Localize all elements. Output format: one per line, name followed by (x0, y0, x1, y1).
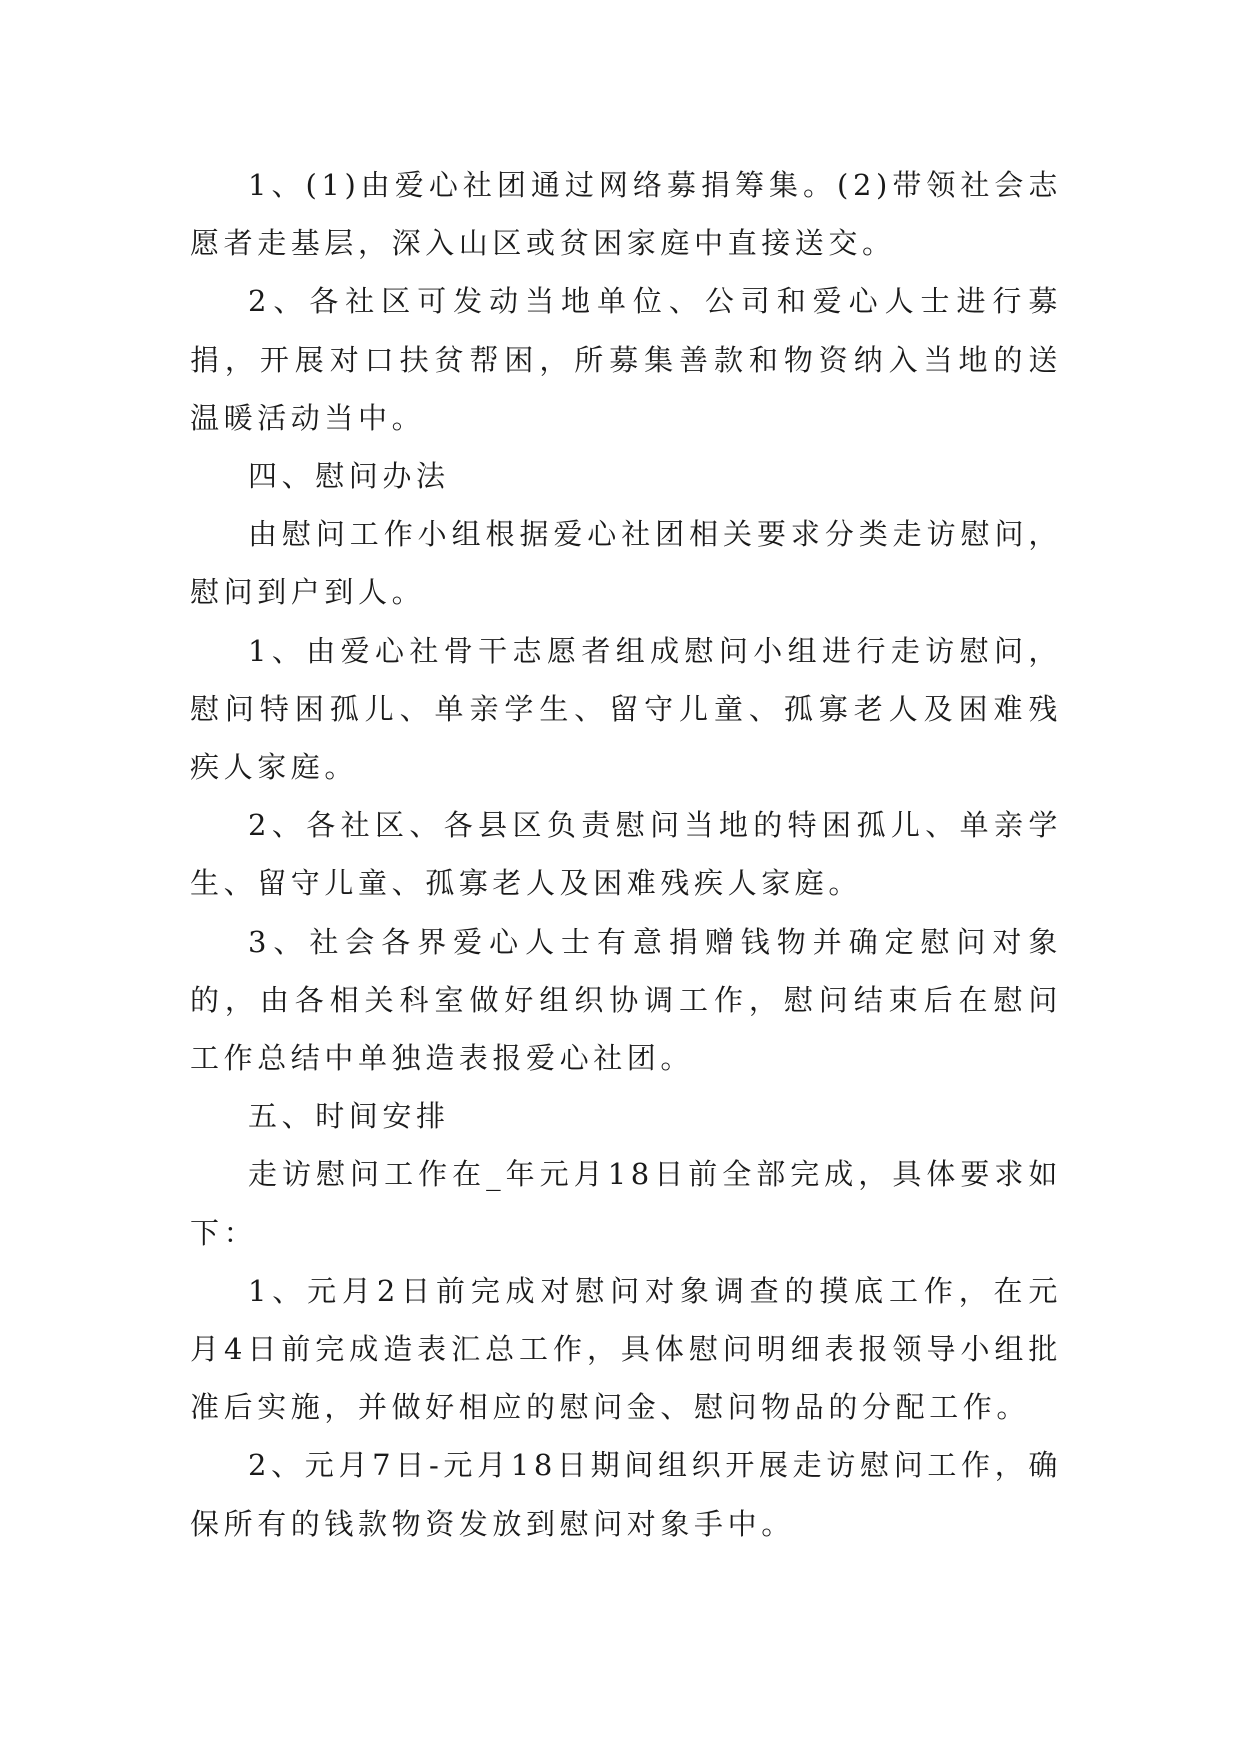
paragraph-condolence-intro: 由慰问工作小组根据爱心社团相关要求分类走访慰问，慰问到户到人。 (190, 517, 1062, 610)
paragraph-condolence-2: 2、各社区、各县区负责慰问当地的特困孤儿、单亲学生、留守儿童、孤寡老人及困难残疾人家庭。 (190, 808, 1062, 901)
document-body (190, 156, 1062, 1553)
paragraph-funding-method-2: 2、各社区可发动当地单位、公司和爱心人士进行募捐，开展对口扶贫帮困，所募集善款和物资纳入当地的送温暖活动当中。 (190, 284, 1062, 435)
paragraph-schedule-1: 1、元月2日前完成对慰问对象调查的摸底工作，在元月4日前完成造表汇总工作，具体慰问明细表报领导小组批准后实施，并做好相应的慰问金、慰问物品的分配工作。 (190, 1273, 1062, 1425)
paragraph-condolence-1: 1、由爱心社骨干志愿者组成慰问小组进行走访慰问，慰问特困孤儿、单亲学生、留守儿童、孤寡老人及困难残疾人家庭。 (190, 633, 1062, 785)
paragraph-schedule-intro: 走访慰问工作在_年元月18日前全部完成，具体要求如下： (190, 1157, 1062, 1250)
paragraph-funding-method-1: 1、(1)由爱心社团通过网络募捐筹集。(2)带领社会志愿者走基层，深入山区或贫困家庭中直接送交。 (190, 168, 1062, 261)
section-heading-condolence-method: 四、慰问办法 (248, 459, 450, 494)
paragraph-condolence-3: 3、社会各界爱心人士有意捐赠钱物并确定慰问对象的，由各相关科室做好组织协调工作，慰问结束后在慰问工作总结中单独造表报爱心社团。 (190, 924, 1062, 1076)
section-heading-schedule: 五、时间安排 (248, 1099, 450, 1134)
paragraph-schedule-2: 2、元月7日-元月18日期间组织开展走访慰问工作，确保所有的钱款物资发放到慰问对象手中。 (190, 1448, 1062, 1541)
